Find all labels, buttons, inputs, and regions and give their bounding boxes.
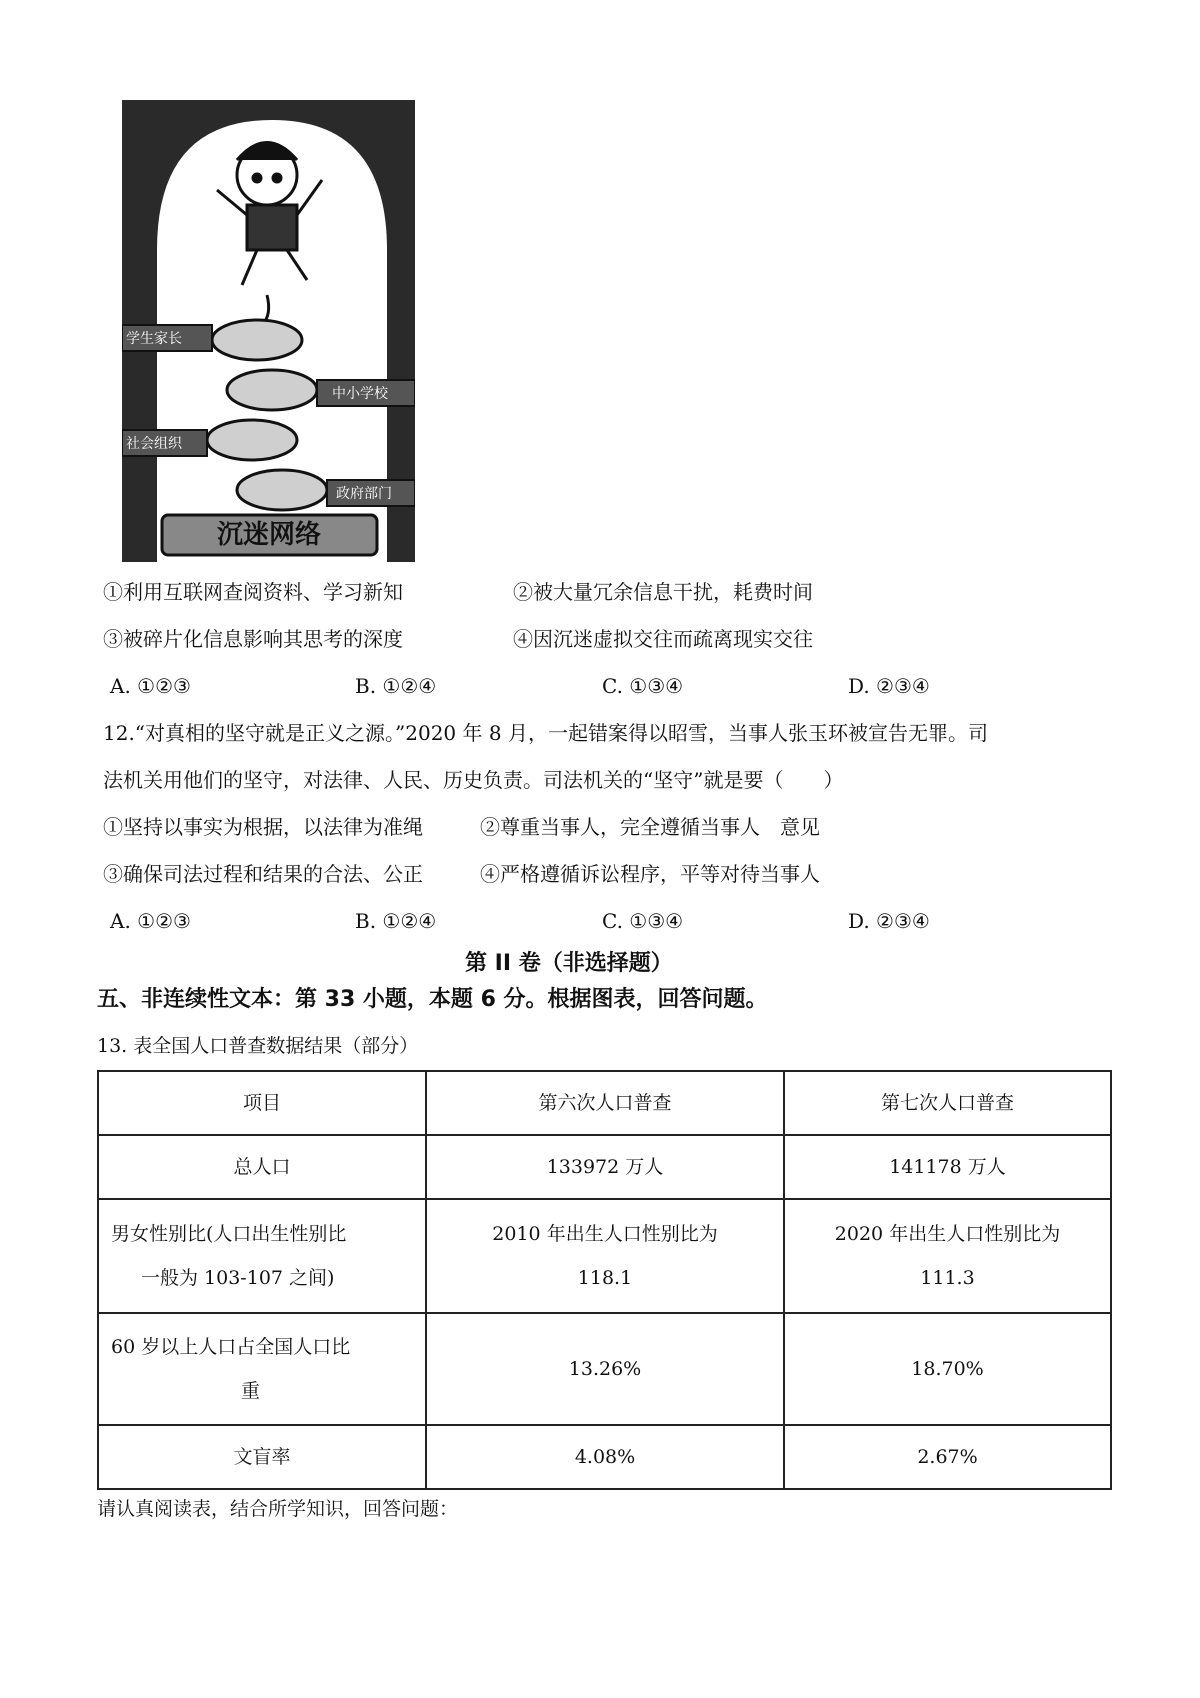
q11-option-4: ④因沉迷虚拟交往而疏离现实交往 <box>513 627 813 651</box>
cell-text: 一般为 103-107 之间) <box>141 1267 335 1289</box>
cell-seventh: 18.70% <box>784 1313 1111 1425</box>
header-seventh-census: 第七次人口普查 <box>784 1071 1111 1135</box>
cell-text: 重 <box>241 1380 261 1402</box>
cell-sixth: 133972 万人 <box>426 1135 784 1199</box>
table-row <box>98 1313 1111 1425</box>
q11-choice-c: C. ①③④ <box>602 674 684 698</box>
cell-sixth: 13.26% <box>426 1313 784 1425</box>
q12-option-4: ④严格遵循诉讼程序，平等对待当事人 <box>480 862 820 886</box>
section-5-heading: 五、非连续性文本：第 33 小题，本题 6 分。根据图表，回答问题。 <box>97 987 768 1012</box>
census-table <box>97 1070 1112 1490</box>
q12-stem-line1: 12.“对真相的坚守就是正义之源。”2020 年 8 月，一起错案得以昭雪，当事人张玉环被宣告无罪。司 <box>103 721 988 745</box>
q12-choice-d: D. ②③④ <box>848 909 930 933</box>
cell-seventh <box>784 1199 1111 1313</box>
cell-item: 总人口 <box>98 1135 426 1199</box>
cell-text: 111.3 <box>920 1267 975 1289</box>
q11-choice-a: A. ①②③ <box>110 674 191 698</box>
cell-text: 2020 年出生人口性别比为 <box>834 1223 1061 1245</box>
header-item: 项目 <box>98 1071 426 1135</box>
cell-seventh: 2.67% <box>784 1425 1111 1489</box>
q12-option-3: ③确保司法过程和结果的合法、公正 <box>103 862 423 886</box>
q11-choice-d: D. ②③④ <box>848 674 930 698</box>
table-row <box>98 1425 1111 1489</box>
table-header-row <box>98 1071 1111 1135</box>
q12-choice-c: C. ①③④ <box>602 909 684 933</box>
q12-option-1: ①坚持以事实为根据，以法律为准绳 <box>103 815 423 839</box>
cell-item <box>98 1313 426 1425</box>
phone-text: 沉迷网络 <box>216 520 322 550</box>
label-parents: 学生家长 <box>126 331 182 347</box>
label-schools: 中小学校 <box>332 386 388 402</box>
q12-choice-b: B. ①②④ <box>355 909 437 933</box>
cell-text: 2010 年出生人口性别比为 <box>492 1223 718 1245</box>
q13-caption: 13. 表全国人口普查数据结果（部分） <box>97 1035 419 1057</box>
q11-option-2: ②被大量冗余信息干扰，耗费时间 <box>513 580 813 604</box>
label-social-orgs: 社会组织 <box>126 436 182 452</box>
header-sixth-census: 第六次人口普查 <box>426 1071 784 1135</box>
cell-seventh: 141178 万人 <box>784 1135 1111 1199</box>
q12-stem-line2: 法机关用他们的坚守，对法律、人民、历史负责。司法机关的“坚守”就是要（ ） <box>103 768 844 792</box>
cell-sixth <box>426 1199 784 1313</box>
q11-option-3: ③被碎片化信息影响其思考的深度 <box>103 627 403 651</box>
cell-text: 118.1 <box>577 1267 633 1289</box>
q11-choice-b: B. ①②④ <box>355 674 437 698</box>
section-2-title: 第 II 卷（非选择题） <box>465 951 673 976</box>
q13-prompt: 请认真阅读表，结合所学知识，回答问题： <box>97 1498 459 1520</box>
cell-sixth: 4.08% <box>426 1425 784 1489</box>
cartoon-illustration <box>122 100 415 562</box>
q11-option-1: ①利用互联网查阅资料、学习新知 <box>103 580 403 604</box>
cell-item <box>98 1199 426 1313</box>
q12-option-2: ②尊重当事人，完全遵循当事人 意见 <box>480 815 820 839</box>
cell-item: 文盲率 <box>98 1425 426 1489</box>
table-row <box>98 1135 1111 1199</box>
cell-text: 60 岁以上人口占全国人口比 <box>111 1336 351 1358</box>
cell-text: 男女性别比(人口出生性别比 <box>111 1223 347 1245</box>
table-row <box>98 1199 1111 1313</box>
label-government: 政府部门 <box>336 486 392 502</box>
q12-choice-a: A. ①②③ <box>110 909 191 933</box>
